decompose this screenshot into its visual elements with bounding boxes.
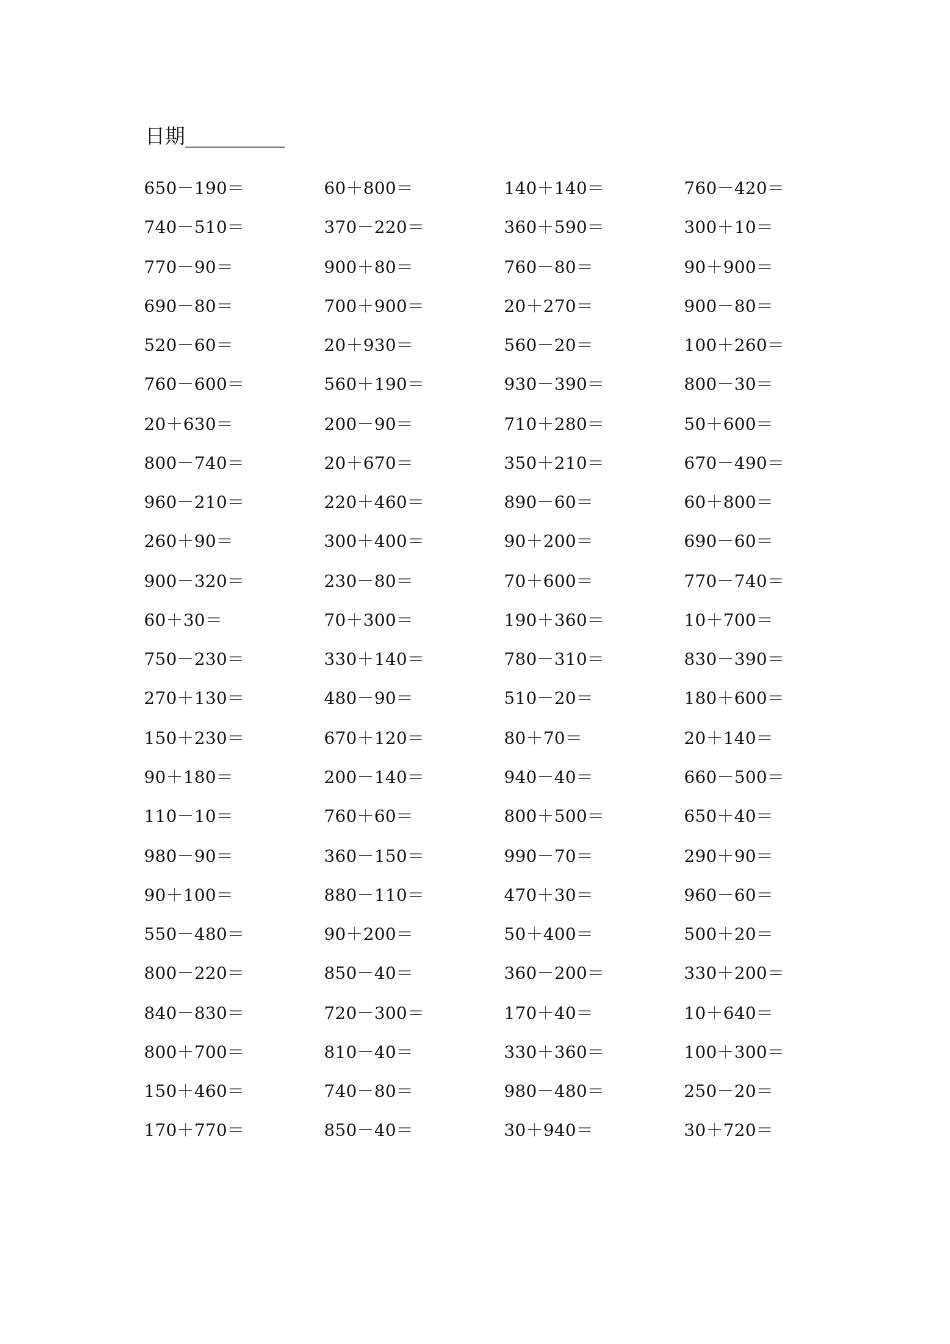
problem-row [144,213,864,252]
math-problem: 10＋640＝ [684,1003,774,1024]
math-problem: 360－200＝ [504,964,605,985]
problem-row [144,645,864,684]
problem-row [144,724,864,763]
math-problem: 760－420＝ [684,179,785,199]
math-problem: 50＋400＝ [504,925,594,946]
math-problem: 670－490＝ [684,453,785,474]
math-problem: 180＋600＝ [684,689,785,710]
math-problem: 330＋140＝ [324,650,425,671]
math-problem: 800－220＝ [144,964,245,985]
math-problem: 900－80＝ [684,296,774,317]
math-problem: 90＋100＝ [144,885,234,906]
math-problem: 660－500＝ [684,767,785,788]
math-problem: 720－300＝ [324,1003,425,1024]
math-problem: 750－230＝ [144,650,245,671]
math-problem: 200－140＝ [324,767,425,788]
math-problem: 20＋670＝ [324,453,414,474]
problem-row [144,370,864,409]
math-problem: 100＋300＝ [684,1042,785,1063]
math-problem: 560－20＝ [504,336,594,357]
math-problem: 500＋20＝ [684,925,774,946]
math-problem: 150＋230＝ [144,728,245,749]
date-label: 日期__________ [145,124,285,148]
problem-row [144,999,864,1038]
math-problem: 330＋200＝ [684,964,785,985]
math-problem: 800＋500＝ [504,807,605,828]
math-problem: 20＋630＝ [144,414,234,435]
math-problem: 20＋930＝ [324,336,414,357]
math-problem: 350＋210＝ [504,453,605,474]
math-problem: 960－60＝ [684,885,774,906]
math-problem: 70＋300＝ [324,610,414,631]
math-problem: 850－40＝ [324,1121,414,1142]
math-problem: 710＋280＝ [504,414,605,435]
math-problem: 890－60＝ [504,493,594,514]
math-problem: 470＋30＝ [504,885,594,906]
math-problem: 190＋360＝ [504,610,605,631]
problem-row [144,802,864,841]
math-problem: 10＋700＝ [684,610,774,631]
math-problem: 360－150＝ [324,846,425,867]
math-problem: 650－190＝ [144,179,245,199]
math-problem: 140＋140＝ [504,179,605,199]
math-problem: 760－80＝ [504,257,594,278]
math-problem: 100＋260＝ [684,336,785,357]
math-problem: 260＋90＝ [144,532,234,553]
math-problem: 30＋720＝ [684,1121,774,1142]
problem-row [144,1038,864,1077]
math-problem: 60＋800＝ [684,493,774,514]
math-problem: 250－20＝ [684,1082,774,1103]
problem-row [144,763,864,802]
math-problem: 150＋460＝ [144,1082,245,1103]
math-problem: 510－20＝ [504,689,594,710]
math-problem: 360＋590＝ [504,218,605,239]
math-problem: 20＋140＝ [684,728,774,749]
problem-row [144,881,864,920]
math-problem: 220＋460＝ [324,493,425,514]
math-problem: 830－390＝ [684,650,785,671]
problem-row [144,606,864,645]
math-problem: 30＋940＝ [504,1121,594,1142]
math-problem: 900＋80＝ [324,257,414,278]
problem-row [144,959,864,998]
math-problem: 980－480＝ [504,1082,605,1103]
math-problem: 170＋40＝ [504,1003,594,1024]
problem-row [144,410,864,449]
math-problem: 740－510＝ [144,218,245,239]
math-problem: 50＋600＝ [684,414,774,435]
problem-row [144,567,864,606]
math-problem: 550－480＝ [144,925,245,946]
math-problem: 230－80＝ [324,571,414,592]
math-problem: 940－40＝ [504,767,594,788]
math-problem: 330＋360＝ [504,1042,605,1063]
math-problem: 70＋600＝ [504,571,594,592]
math-problem: 200－90＝ [324,414,414,435]
math-problem: 370－220＝ [324,218,425,239]
problem-row [144,449,864,488]
math-problem: 20＋270＝ [504,296,594,317]
problem-row [144,488,864,527]
problem-row [144,920,864,959]
math-problem: 800－30＝ [684,375,774,396]
math-problem: 290＋90＝ [684,846,774,867]
math-problem: 650＋40＝ [684,807,774,828]
problem-grid [144,174,864,1156]
math-problem: 880－110＝ [324,885,425,906]
math-problem: 60＋800＝ [324,179,414,199]
math-problem: 270＋130＝ [144,689,245,710]
math-problem: 740－80＝ [324,1082,414,1103]
math-problem: 520－60＝ [144,336,234,357]
problem-row [144,253,864,292]
math-problem: 980－90＝ [144,846,234,867]
math-problem: 700＋900＝ [324,296,425,317]
problem-row [144,292,864,331]
problem-row [144,684,864,723]
math-problem: 690－60＝ [684,532,774,553]
math-problem: 930－390＝ [504,375,605,396]
math-problem: 780－310＝ [504,650,605,671]
problem-row [144,842,864,881]
math-problem: 90＋200＝ [324,925,414,946]
math-problem: 760－600＝ [144,375,245,396]
math-problem: 800－740＝ [144,453,245,474]
math-problem: 300＋400＝ [324,532,425,553]
math-problem: 840－830＝ [144,1003,245,1024]
math-problem: 960－210＝ [144,493,245,514]
math-problem: 90＋180＝ [144,767,234,788]
problem-row [144,1116,864,1155]
math-problem: 90＋900＝ [684,257,774,278]
math-problem: 810－40＝ [324,1042,414,1063]
math-problem: 560＋190＝ [324,375,425,396]
math-problem: 900－320＝ [144,571,245,592]
math-problem: 770－90＝ [144,257,234,278]
math-problem: 990－70＝ [504,846,594,867]
problem-row [144,1077,864,1116]
math-problem: 690－80＝ [144,296,234,317]
math-problem: 60＋30＝ [144,610,223,631]
math-problem: 800＋700＝ [144,1042,245,1063]
problem-row [144,527,864,566]
problem-row [144,331,864,370]
math-problem: 110－10＝ [144,807,234,828]
math-problem: 80＋70＝ [504,728,583,749]
math-problem: 760＋60＝ [324,807,414,828]
math-problem: 770－740＝ [684,571,785,592]
math-problem: 300＋10＝ [684,218,774,239]
math-problem: 170＋770＝ [144,1121,245,1142]
math-problem: 90＋200＝ [504,532,594,553]
problem-row [144,174,864,213]
math-problem: 670＋120＝ [324,728,425,749]
math-problem: 480－90＝ [324,689,414,710]
math-problem: 850－40＝ [324,964,414,985]
